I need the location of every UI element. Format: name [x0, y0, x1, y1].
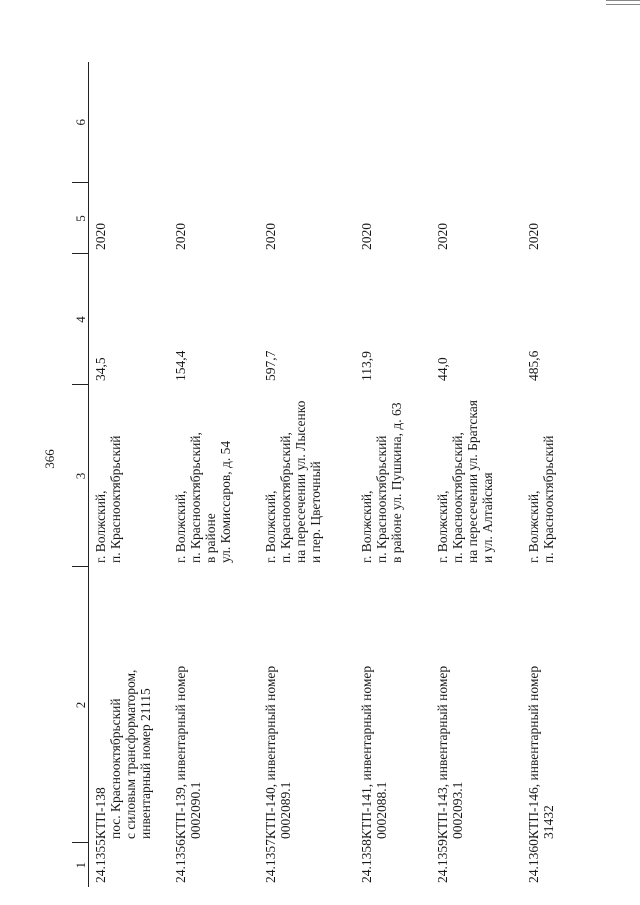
name-line: КТП-146, инвентарный номер — [525, 665, 541, 839]
table-header — [72, 62, 89, 887]
address-line: п. Краснооктябрьский — [374, 435, 390, 563]
object-name — [89, 567, 169, 843]
object-value: 597,7 — [262, 350, 278, 381]
name-line: 0002090.1 — [187, 781, 203, 839]
object-extra — [169, 62, 259, 183]
address-line: г. Волжский, — [435, 490, 451, 563]
name-line: с силовым трансформатором, — [123, 669, 138, 839]
address-line: и ул. Алтайская — [480, 472, 496, 563]
page-number — [40, 444, 60, 474]
corner-scan-mark — [606, 0, 640, 5]
address-line: на пересечении ул. Лысенко — [292, 400, 308, 563]
address-line: и пер. Цветочный — [307, 461, 323, 563]
row-number: 24.1355. — [93, 835, 108, 883]
header-col-5: 5 — [72, 183, 89, 254]
name-line: КТП-143, инвентарный номер — [435, 665, 451, 839]
object-name — [169, 567, 259, 843]
rotated-table-container — [72, 62, 632, 887]
address-line: п. Краснооктябрьский, — [187, 432, 203, 563]
row-number: 24.1357. — [262, 835, 278, 883]
name-line: КТП-139, инвентарный номер — [172, 665, 188, 839]
header-col-2: 2 — [72, 567, 89, 843]
address-line: г. Волжский, — [359, 490, 375, 563]
object-address — [522, 385, 632, 567]
property-table — [72, 62, 632, 887]
object-year: 2020 — [93, 223, 108, 250]
header-col-3: 3 — [72, 385, 89, 567]
object-extra — [259, 62, 355, 183]
header-col-4: 4 — [72, 254, 89, 385]
object-name — [522, 567, 632, 843]
object-year: 2020 — [172, 223, 188, 250]
object-year: 2020 — [262, 223, 278, 250]
row-number: 24.1359. — [435, 835, 451, 883]
object-value: 113,9 — [359, 351, 375, 381]
header-col-6: 6 — [72, 62, 89, 183]
table-row — [355, 62, 431, 887]
object-extra — [522, 62, 632, 183]
object-address — [259, 385, 355, 567]
row-number: 24.1358. — [359, 835, 375, 883]
address-line: г. Волжский, — [262, 490, 278, 563]
object-value: 34,5 — [93, 357, 108, 381]
object-name — [355, 567, 431, 843]
address-line: г. Волжский, — [525, 490, 541, 563]
table-row — [169, 62, 259, 887]
page-number-text: 366 — [42, 449, 57, 469]
address-line: п. Краснооктябрьский, — [277, 432, 293, 563]
object-value: 154,4 — [172, 350, 188, 381]
row-number: 24.1360. — [525, 835, 541, 883]
header-row — [72, 62, 89, 887]
row-number: 24.1356. — [172, 835, 188, 883]
object-name — [259, 567, 355, 843]
address-line: г. Волжский, — [93, 490, 108, 563]
address-line: ул. Комиссаров, д. 54 — [217, 440, 233, 563]
name-line: КТП-141, инвентарный номер — [359, 665, 375, 839]
address-line: п. Краснооктябрьский, — [450, 432, 466, 563]
object-address — [169, 385, 259, 567]
name-line: пос. Краснооктябрьский — [108, 698, 123, 839]
address-line: в районе ул. Пушкина, д. 63 — [389, 402, 405, 563]
object-extra — [355, 62, 431, 183]
object-address — [355, 385, 431, 567]
table-row — [522, 62, 632, 887]
table-row — [89, 62, 169, 887]
name-line: КТП-140, инвентарный номер — [262, 665, 278, 839]
address-line: п. Краснооктябрьский — [540, 435, 556, 563]
object-value: 485,6 — [525, 350, 541, 381]
table-body — [89, 62, 633, 887]
object-address — [431, 385, 521, 567]
object-address — [89, 385, 169, 567]
object-value: 44,0 — [435, 357, 451, 381]
name-line: 0002089.1 — [277, 781, 293, 839]
object-year: 2020 — [359, 223, 375, 250]
address-line: в районе — [202, 513, 218, 563]
table-row — [431, 62, 521, 887]
header-col-1: 1 — [72, 843, 89, 887]
object-name — [431, 567, 521, 843]
table-row — [259, 62, 355, 887]
name-line: 0002088.1 — [374, 781, 390, 839]
object-extra — [431, 62, 521, 183]
name-line: КТП-138 — [93, 787, 108, 839]
address-line: г. Волжский, — [172, 490, 188, 563]
name-line: инвентарный номер 21115 — [138, 688, 153, 839]
address-line: п. Краснооктябрьский — [108, 435, 123, 563]
address-line: на пересечении ул. Братская — [465, 400, 481, 563]
name-line: 0002093.1 — [450, 781, 466, 839]
object-year: 2020 — [435, 223, 451, 250]
object-extra — [89, 62, 169, 183]
object-year: 2020 — [525, 223, 541, 250]
name-line: 31432 — [540, 805, 556, 839]
